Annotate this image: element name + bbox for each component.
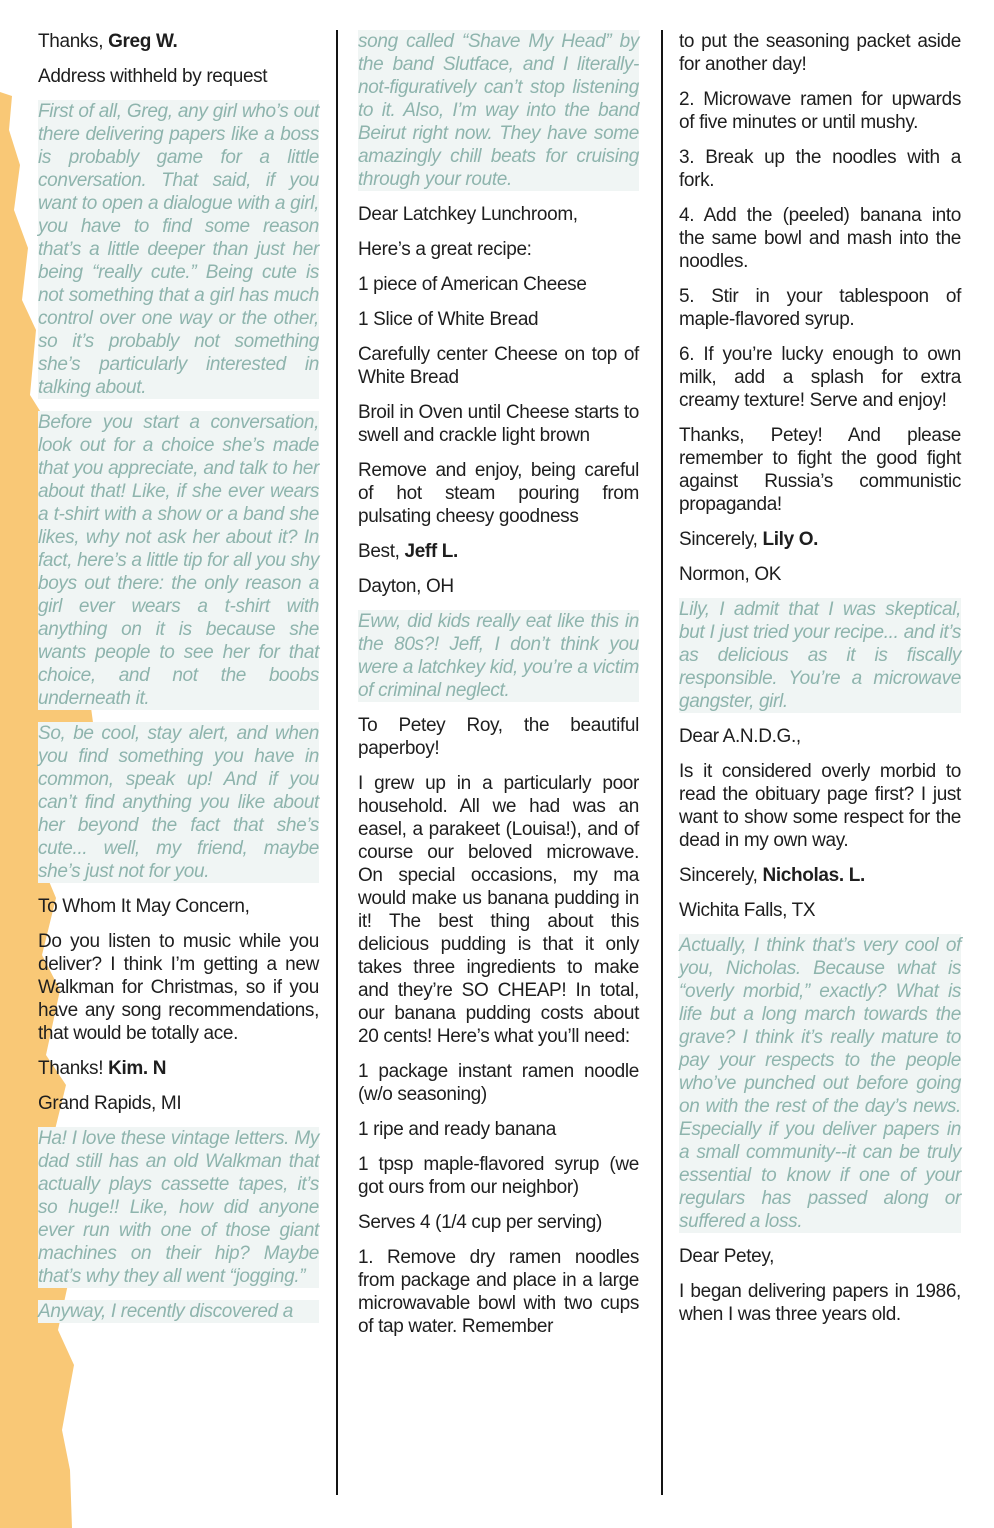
letter-paragraph	[679, 343, 961, 412]
letter-paragraph	[679, 424, 961, 516]
letter-paragraph	[358, 1153, 639, 1199]
paragraph-text: 1 Slice of White Bread	[358, 309, 539, 330]
paragraph-text: Grand Rapids, MI	[38, 1093, 182, 1114]
letter-paragraph	[679, 285, 961, 331]
letter-paragraph	[679, 1280, 961, 1326]
signature-name: Lily O.	[762, 529, 819, 550]
letter-paragraph	[358, 308, 639, 331]
letter-paragraph	[358, 575, 639, 598]
text-column-1	[38, 30, 319, 1335]
paragraph-text: To Whom It May Concern,	[38, 896, 250, 917]
paragraph-text: 6. If you’re lucky enough to own milk, add a splash for extra creamy texture! Serve and enjoy!	[679, 344, 961, 411]
letter-paragraph	[679, 204, 961, 273]
paragraph-text: Ha! I love these vintage letters. My dad still has an old Walkman that actually plays cassette tapes, it’s so huge!! Like, how did anyone ever run with one of those giant machines on their hip? Maybe that’s why they all went “jogging.”	[38, 1128, 319, 1287]
letter-paragraph	[358, 540, 639, 563]
reply-paragraph	[38, 1300, 319, 1323]
reply-paragraph	[679, 598, 961, 713]
paragraph-text: Remove and enjoy, being careful of hot steam pouring from pulsating cheesy goodness	[358, 460, 639, 527]
paragraph-text: I grew up in a particularly poor household. All we had was an easel, a parakeet (Louisa!), and of course our beloved microwave. On special occasions, my ma would make us banana pudding in it! The best thing about this delicious pudding is that it only takes three ingredients to make and they’re SO CHEAP! In total, our banana pudding costs about 20 cents! Here’s what you’ll need:	[358, 773, 639, 1047]
paragraph-text: Best,	[358, 541, 405, 562]
reply-paragraph	[38, 1127, 319, 1288]
paragraph-text: Address withheld by request	[38, 66, 268, 87]
reply-paragraph	[38, 722, 319, 883]
letter-paragraph	[358, 772, 639, 1048]
letter-paragraph	[38, 30, 319, 53]
paragraph-text: 4. Add the (peeled) banana into the same bowl and mash into the noodles.	[679, 205, 961, 272]
paragraph-text: Serves 4 (1/4 cup per serving)	[358, 1212, 603, 1233]
letter-paragraph	[358, 238, 639, 261]
paragraph-text: Sincerely,	[679, 529, 763, 550]
letter-paragraph	[38, 895, 319, 918]
reply-paragraph	[679, 934, 961, 1233]
paragraph-text: Lily, I admit that I was skeptical, but I just tried your recipe... and it’s as delicious as it is fiscally responsible. You’re a microwave gangster, girl.	[679, 599, 961, 712]
column-divider-right	[661, 30, 663, 1495]
letter-paragraph	[38, 930, 319, 1045]
letter-paragraph	[679, 30, 961, 76]
paragraph-text: Dear Petey,	[679, 1246, 775, 1267]
paragraph-text: Actually, I think that’s very cool of you, Nicholas. Because what is “overly morbid,” exactly? What is life but a long march towards the grave? I think it’s really mature to pay your respects to the people who’ve punched out before going on with the rest of the day’s news. Especially if you deliver papers in a small community--it can be truly essential to know if one of your regulars has passed along or suffered a loss.	[679, 935, 961, 1232]
paragraph-text: Dayton, OH	[358, 576, 454, 597]
letter-paragraph	[358, 1060, 639, 1106]
paragraph-text: song called “Shave My Head” by the band Slutface, and I literally-not-figuratively can’t stop listening to it. Also, I’m way into the band Beirut right now. They have some amazingly chill beats for cruising through your route.	[358, 31, 639, 190]
letter-paragraph	[679, 725, 961, 748]
paragraph-text: To Petey Roy, the beautiful paperboy!	[358, 715, 639, 759]
paragraph-text: Anyway, I recently discovered a	[38, 1301, 293, 1322]
paragraph-text: Dear Latchkey Lunchroom,	[358, 204, 578, 225]
paragraph-text: Carefully center Cheese on top of White Bread	[358, 344, 639, 388]
paragraph-text: 1 package instant ramen noodle (w/o seasoning)	[358, 1061, 639, 1105]
paragraph-text: Thanks!	[38, 1058, 109, 1079]
paragraph-text: Thanks, Petey! And please remember to fight the good fight against Russia’s communistic propaganda!	[679, 425, 961, 515]
paragraph-text: Broil in Oven until Cheese starts to swell and crackle light brown	[358, 402, 639, 446]
paragraph-text: Eww, did kids really eat like this in the 80s?! Jeff, I don’t think you were a latchkey kid, you’re a victim of criminal neglect.	[358, 611, 639, 701]
paragraph-text: 2. Microwave ramen for upwards of five minutes or until mushy.	[679, 89, 961, 133]
letter-paragraph	[679, 528, 961, 551]
paragraph-text: Before you start a conversation, look out for a choice she’s made that you appreciate, and talk to her about that! Like, if she ever wears a t-shirt with a show or a band she likes, why not ask her about it? In fact, here’s a little tip for all you shy boys out there: the only reason a girl ever wears a t-shirt with anything on it is because she wants people to see her for that choice, and not the boobs underneath it.	[38, 412, 319, 709]
letter-paragraph	[679, 760, 961, 852]
letter-paragraph	[358, 401, 639, 447]
paragraph-text: Wichita Falls, TX	[679, 900, 816, 921]
text-column-3	[679, 30, 961, 1338]
paragraph-text: Normon, OK	[679, 564, 782, 585]
signature-name: Kim. N	[108, 1058, 167, 1079]
text-column-2	[358, 30, 639, 1350]
paragraph-text: Dear A.N.D.G.,	[679, 726, 801, 747]
paragraph-text: 1 piece of American Cheese	[358, 274, 587, 295]
column-divider-left	[336, 30, 338, 1495]
signature-name: Greg W.	[108, 31, 178, 52]
reply-paragraph	[358, 30, 639, 191]
letter-paragraph	[358, 1211, 639, 1234]
paragraph-text: Thanks,	[38, 31, 109, 52]
signature-name: Nicholas. L.	[762, 865, 865, 886]
paragraph-text: First of all, Greg, any girl who’s out there delivering papers like a boss is probably game for a little conversation. That said, if you want to open a dialogue with a girl, you have to find some reason that’s a little deeper than just her being “really cute.” Being cute is not something that a girl has much control over one way or the other, so it’s probably not something she’s particularly interested in talking about.	[38, 101, 319, 398]
paragraph-text: So, be cool, stay alert, and when you find something you have in common, speak up! And if you can’t find anything you like about her beyond the fact that she’s cute... well, my friend, maybe she’s just not for you.	[38, 723, 319, 882]
letter-paragraph	[358, 459, 639, 528]
paragraph-text: Sincerely,	[679, 865, 763, 886]
paragraph-text: 1. Remove dry ramen noodles from package and place in a large microwavable bowl with two cups of tap water. Remember	[358, 1247, 639, 1337]
letter-paragraph	[358, 714, 639, 760]
paragraph-text: 1 ripe and ready banana	[358, 1119, 556, 1140]
paragraph-text: I began delivering papers in 1986, when I was three years old.	[679, 1281, 961, 1325]
letter-paragraph	[679, 146, 961, 192]
reply-paragraph	[358, 610, 639, 702]
letter-paragraph	[38, 1057, 319, 1080]
paragraph-text: 3. Break up the noodles with a fork.	[679, 147, 961, 191]
letter-paragraph	[679, 88, 961, 134]
letter-paragraph	[38, 1092, 319, 1115]
letter-paragraph	[679, 1245, 961, 1268]
letter-paragraph	[358, 1118, 639, 1141]
signature-name: Jeff L.	[404, 541, 458, 562]
letter-paragraph	[358, 273, 639, 296]
paragraph-text: to put the seasoning packet aside for another day!	[679, 31, 961, 75]
paragraph-text: Is it considered overly morbid to read the obituary page first? I just want to show some respect for the dead in my own way.	[679, 761, 961, 851]
letter-paragraph	[679, 899, 961, 922]
letter-paragraph	[679, 864, 961, 887]
reply-paragraph	[38, 411, 319, 710]
letter-paragraph	[679, 563, 961, 586]
letter-paragraph	[358, 203, 639, 226]
reply-paragraph	[38, 100, 319, 399]
letter-paragraph	[38, 65, 319, 88]
paragraph-text: Here’s a great recipe:	[358, 239, 532, 260]
paragraph-text: 1 tpsp maple-flavored syrup (we got ours from our neighbor)	[358, 1154, 639, 1198]
letter-paragraph	[358, 343, 639, 389]
paragraph-text: Do you listen to music while you deliver? I think I’m getting a new Walkman for Christmas, so if you have any song recommendations, that would be totally ace.	[38, 931, 319, 1044]
letter-paragraph	[358, 1246, 639, 1338]
paragraph-text: 5. Stir in your tablespoon of maple-flavored syrup.	[679, 286, 961, 330]
